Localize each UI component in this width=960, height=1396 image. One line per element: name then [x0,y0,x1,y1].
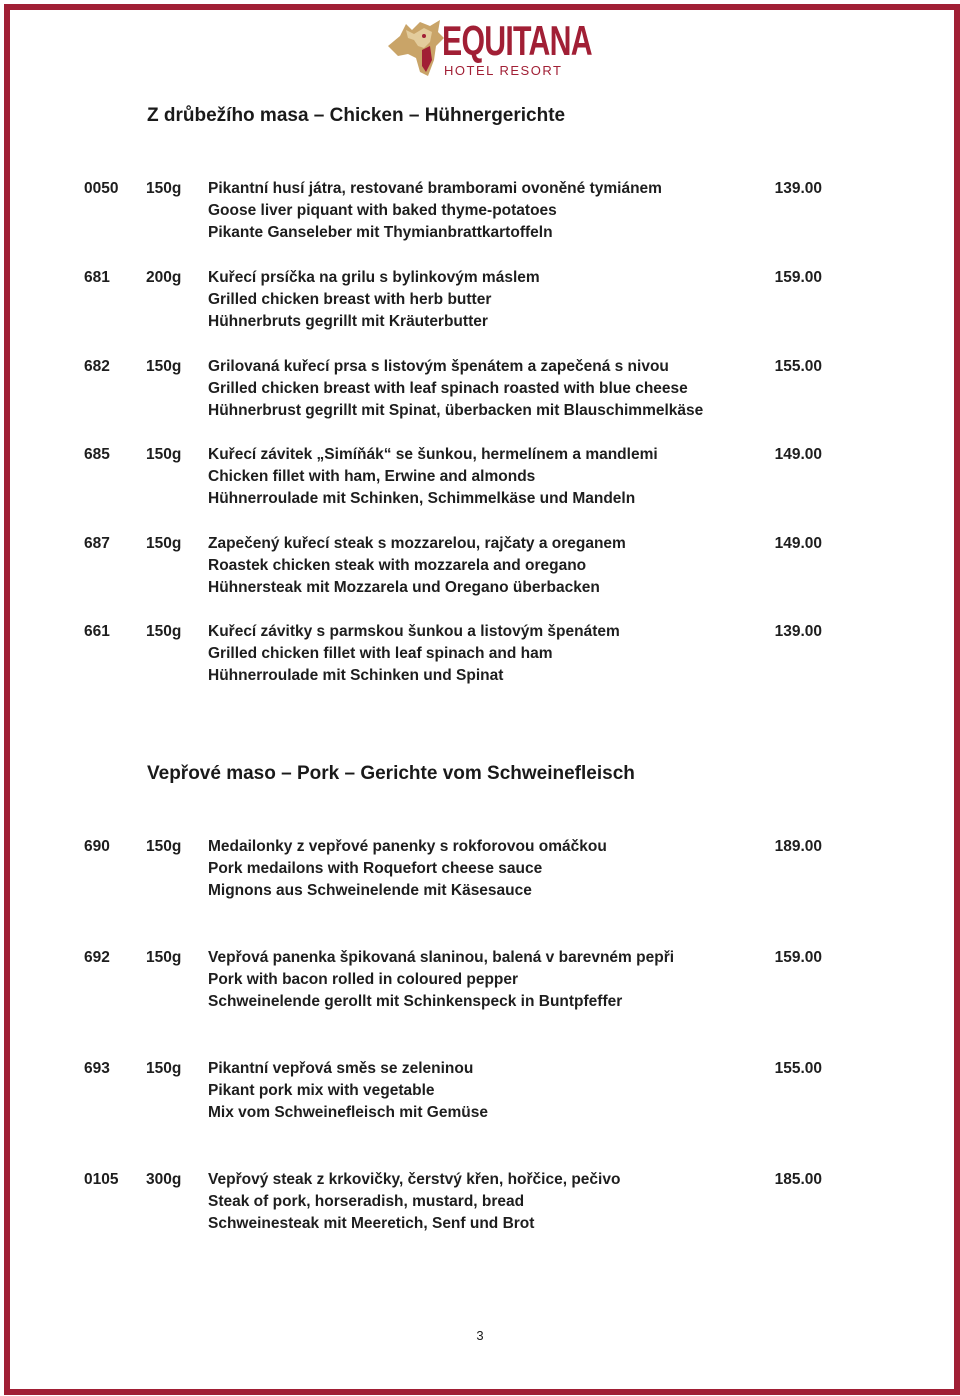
item-weight: 150g [146,838,182,855]
item-name-en: Steak of pork, horseradish, mustard, bread [208,1193,525,1210]
item-name-cz: Medailonky z vepřové panenky s rokforovou omáčkou [208,838,607,855]
item-name-de: Pikante Ganseleber mit Thymianbrattkartoffeln [208,224,553,241]
item-name-de: Schweinesteak mit Meeretich, Senf und Brot [208,1215,535,1232]
item-code: 690 [84,838,110,855]
item-name-cz: Grilovaná kuřecí prsa s listovým špenátem a zapečená s nivou [208,358,669,375]
logo-subtitle: HOTEL RESORT [444,63,563,78]
item-weight: 150g [146,180,182,197]
item-name-de: Hühnerbruts gegrillt mit Kräuterbutter [208,313,488,330]
item-name-cz: Vepřový steak z krkovičky, čerstvý křen, hořčice, pečivo [208,1171,621,1188]
item-weight: 150g [146,358,182,375]
item-name-en: Chicken fillet with ham, Erwine and almonds [208,468,536,485]
item-name-en: Pork medailons with Roquefort cheese sauce [208,860,543,877]
item-price: 155.00 [774,1060,822,1077]
item-name-de: Hühnerroulade mit Schinken und Spinat [208,667,504,684]
item-code: 693 [84,1060,110,1077]
item-price: 189.00 [774,838,822,855]
item-price: 139.00 [774,180,822,197]
menu-item [0,533,900,603]
item-name-en: Grilled chicken breast with herb butter [208,291,492,308]
item-name-cz: Kuřecí závitky s parmskou šunkou a listovým špenátem [208,623,620,640]
item-price: 185.00 [774,1171,822,1188]
menu-item [0,836,900,906]
item-name-cz: Vepřová panenka špikovaná slaninou, balená v barevném pepři [208,949,675,966]
item-name-cz: Zapečený kuřecí steak s mozzarelou, rajčaty a oreganem [208,535,626,552]
item-weight: 200g [146,269,182,286]
item-name-en: Goose liver piquant with baked thyme-potatoes [208,202,557,219]
menu-item [0,1058,900,1128]
item-name-de: Schweinelende gerollt mit Schinkenspeck in Buntpfeffer [208,993,623,1010]
section-title-chicken: Z drůbežího masa – Chicken – Hühnergerichte [147,105,566,126]
item-name-de: Hühnersteak mit Mozzarela und Oregano überbacken [208,579,600,596]
item-name-en: Pikant pork mix with vegetable [208,1082,435,1099]
item-name-cz: Kuřecí prsíčka na grilu s bylinkovým máslem [208,269,540,286]
item-price: 159.00 [774,949,822,966]
item-weight: 150g [146,535,182,552]
item-code: 681 [84,269,110,286]
item-name-cz: Kuřecí závitek „Simíňák“ se šunkou, hermelínem a mandlemi [208,446,658,463]
item-weight: 150g [146,949,182,966]
item-code: 0050 [84,180,119,197]
item-name-en: Grilled chicken fillet with leaf spinach and ham [208,645,553,662]
item-weight: 300g [146,1171,182,1188]
equitana-logo [384,16,592,82]
item-name-de: Hühnerroulade mit Schinken, Schimmelkäse und Mandeln [208,490,636,507]
menu-item [0,356,900,426]
item-code: 0105 [84,1171,119,1188]
item-price: 139.00 [774,623,822,640]
item-price: 149.00 [774,535,822,552]
menu-item [0,178,900,248]
item-name-de: Mignons aus Schweinelende mit Käsesauce [208,882,532,899]
item-name-en: Roastek chicken steak with mozzarela and oregano [208,557,587,574]
menu-item [0,1169,900,1239]
menu-item [0,444,900,514]
item-price: 155.00 [774,358,822,375]
item-weight: 150g [146,623,182,640]
item-code: 661 [84,623,110,640]
item-weight: 150g [146,1060,182,1077]
item-name-en: Grilled chicken breast with leaf spinach roasted with blue cheese [208,380,688,397]
item-code: 685 [84,446,110,463]
logo-brand-text: EQUITANA [442,17,592,64]
item-name-de: Mix vom Schweinefleisch mit Gemüse [208,1104,488,1121]
item-price: 149.00 [774,446,822,463]
menu-item [0,621,900,691]
menu-item [0,947,900,1017]
item-weight: 150g [146,446,182,463]
item-code: 687 [84,535,110,552]
page-number: 3 [476,1328,484,1343]
item-code: 692 [84,949,110,966]
item-price: 159.00 [774,269,822,286]
item-name-cz: Pikantní vepřová směs se zeleninou [208,1060,474,1077]
horse-head-logo-icon [384,16,448,82]
item-name-cz: Pikantní husí játra, restované bramborami ovoněné tymiánem [208,180,662,197]
item-name-en: Pork with bacon rolled in coloured pepper [208,971,519,988]
menu-item [0,267,900,337]
item-code: 682 [84,358,110,375]
section-title-pork: Vepřové maso – Pork – Gerichte vom Schweinefleisch [147,763,635,784]
item-name-de: Hühnerbrust gegrillt mit Spinat, überbacken mit Blauschimmelkäse [208,402,704,419]
